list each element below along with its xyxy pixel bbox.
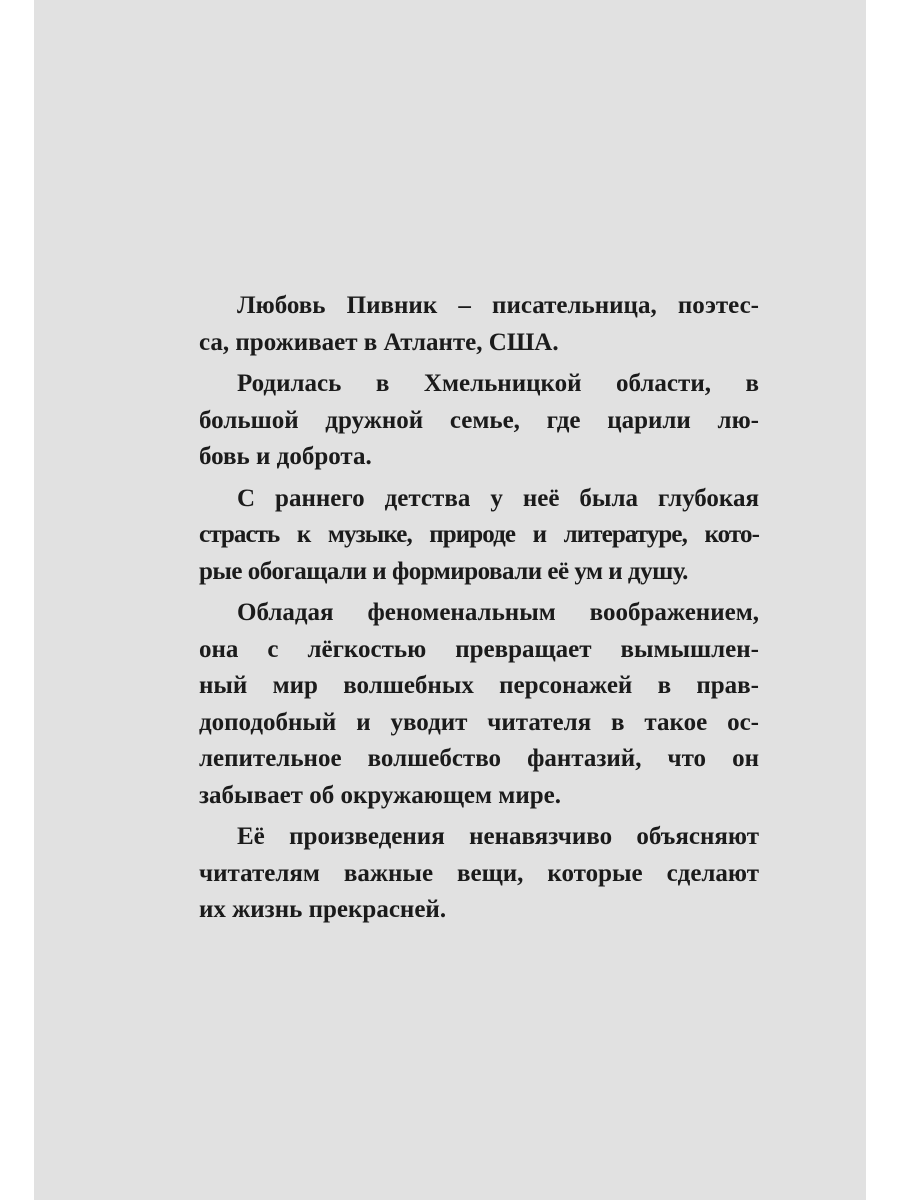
- text-line: большой дружной семье, где царили лю-: [199, 406, 759, 434]
- book-page: [34, 0, 866, 1200]
- text-line: их жизнь прекрасней.: [199, 896, 447, 923]
- text-line: лепительное волшебство фантазий, что он: [199, 745, 759, 772]
- text-line: Родилась в Хмельницкой области, в: [237, 370, 759, 397]
- text-line: рые обогащали и формировали её ум и душу.: [199, 557, 688, 585]
- text-line: ный мир волшебных персонажей в прав-: [199, 672, 759, 699]
- text-line: забывает об окружающем мире.: [199, 781, 561, 809]
- paragraph: [199, 819, 759, 929]
- text-line: читателям важные вещи, которые сделают: [199, 859, 759, 887]
- paragraph: [199, 288, 759, 361]
- author-bio-text: [199, 288, 759, 929]
- text-line: доподобный и уводит читателя в такое ос-: [199, 708, 759, 736]
- text-line: Любовь Пивник – писательница, поэтес-: [237, 292, 759, 319]
- text-line: са, проживает в Атланте, США.: [199, 328, 559, 356]
- text-line: бовь и доброта.: [199, 443, 372, 470]
- text-line: она с лёгкостью превращает вымышлен-: [199, 635, 759, 663]
- paragraph: [199, 481, 759, 591]
- text-line: С раннего детства у неё была глубокая: [237, 484, 759, 512]
- text-line: Её произведения ненавязчиво объясняют: [237, 823, 759, 850]
- paragraph: [199, 595, 759, 814]
- text-line: страсть к музыке, природе и литературе, кото-: [199, 521, 759, 548]
- paragraph: [199, 366, 759, 476]
- text-line: Обладая феноменальным воображением,: [237, 599, 759, 626]
